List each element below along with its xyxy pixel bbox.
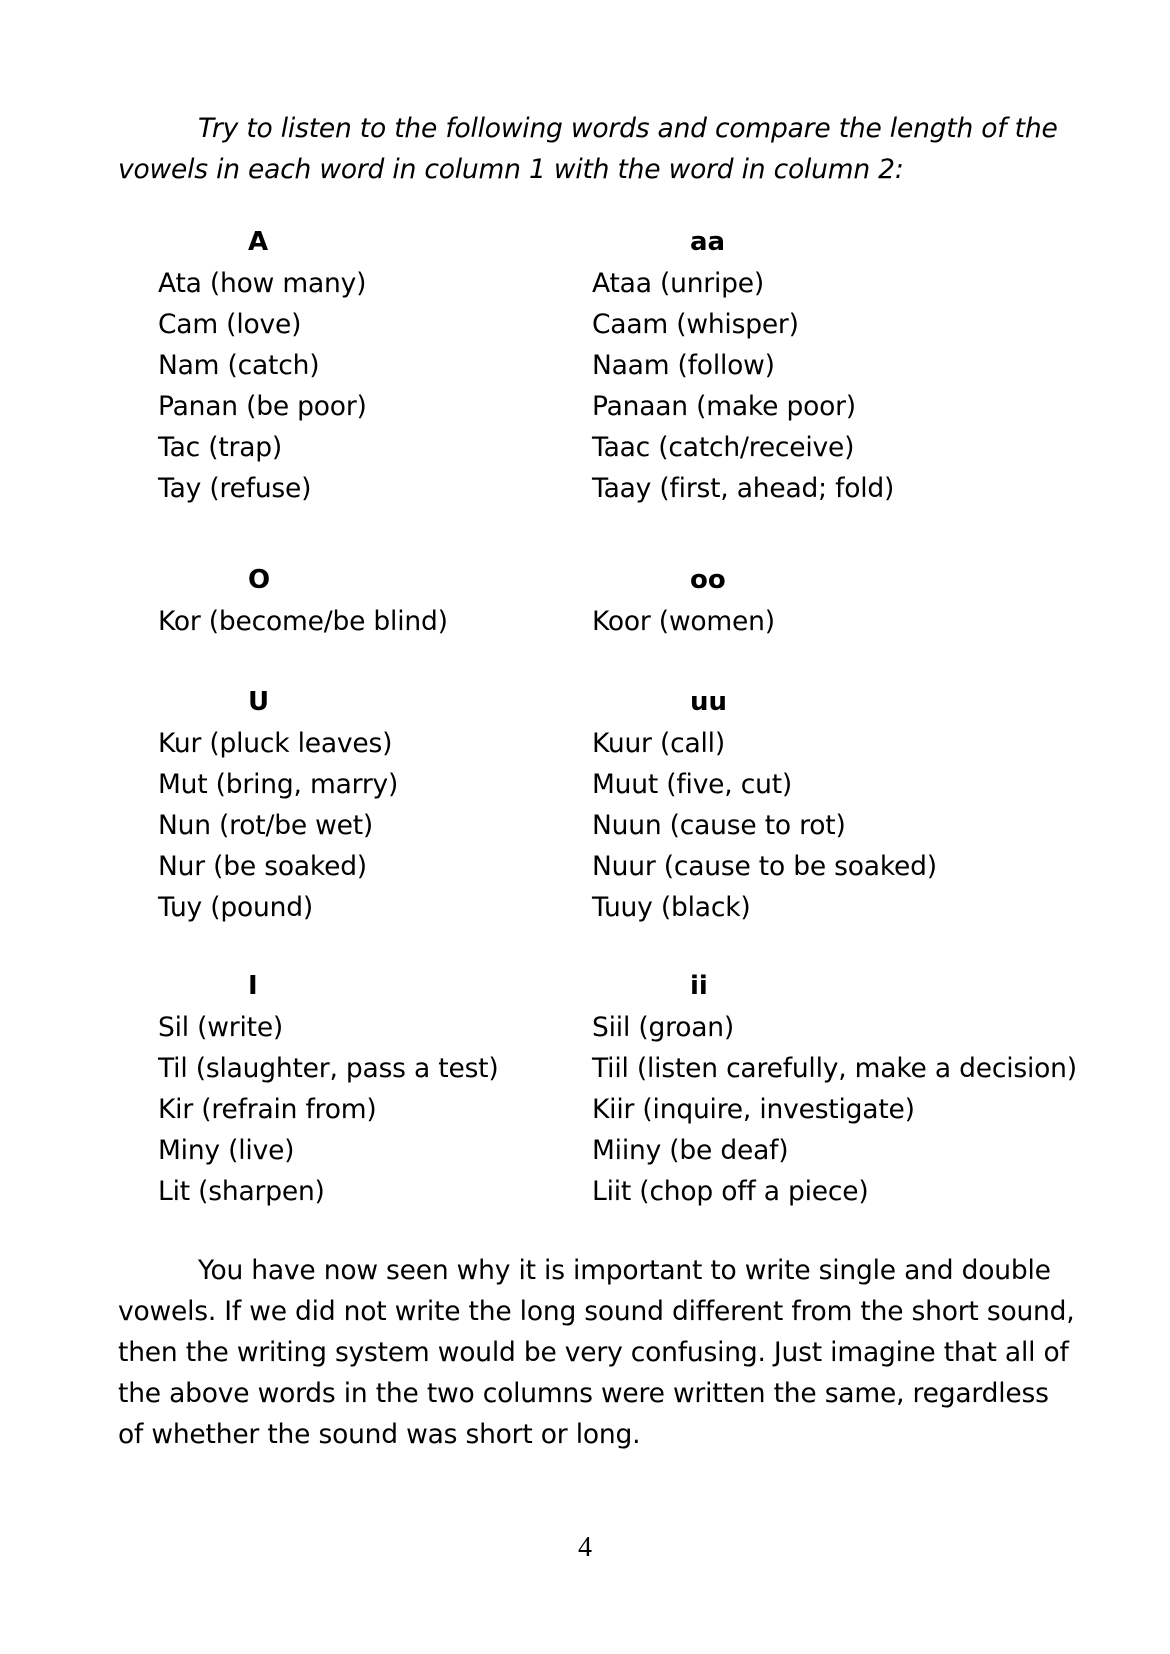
long-vowel-heading: oo bbox=[690, 565, 726, 595]
intro-text: Try to listen to the following words and compare the length of the vowels in each word in column 1 with the word in column 2: bbox=[118, 113, 1058, 185]
short-word: Tay (refuse) bbox=[158, 473, 312, 504]
short-vowel-column bbox=[158, 682, 398, 928]
long-vowel-heading: uu bbox=[690, 687, 728, 717]
long-word: Tuuy (black) bbox=[592, 892, 751, 923]
short-word: Panan (be poor) bbox=[158, 391, 367, 422]
short-word: Miny (live) bbox=[158, 1135, 295, 1166]
short-word: Sil (write) bbox=[158, 1012, 284, 1043]
long-vowel-column bbox=[592, 682, 937, 928]
long-word: Tiil (listen carefully, make a decision) bbox=[592, 1053, 1077, 1084]
short-word: Kur (pluck leaves) bbox=[158, 728, 393, 759]
short-word: Cam (love) bbox=[158, 309, 302, 340]
short-vowel-column bbox=[158, 966, 499, 1212]
short-vowel-heading: I bbox=[248, 971, 258, 1001]
short-word: Tuy (pound) bbox=[158, 892, 313, 923]
long-word: Siil (groan) bbox=[592, 1012, 734, 1043]
long-word: Kuur (call) bbox=[592, 728, 725, 759]
page-number: 4 bbox=[578, 1532, 592, 1563]
long-vowel-column bbox=[592, 560, 775, 642]
long-word: Nuur (cause to be soaked) bbox=[592, 851, 937, 882]
long-word: Panaan (make poor) bbox=[592, 391, 856, 422]
short-word: Kor (become/be blind) bbox=[158, 606, 448, 637]
long-word: Naam (follow) bbox=[592, 350, 775, 381]
long-vowel-heading: aa bbox=[690, 227, 726, 257]
short-word: Nam (catch) bbox=[158, 350, 320, 381]
short-word: Ata (how many) bbox=[158, 268, 367, 299]
long-word: Ataa (unripe) bbox=[592, 268, 765, 299]
long-word: Liit (chop off a piece) bbox=[592, 1176, 869, 1207]
short-vowel-heading: O bbox=[248, 565, 271, 595]
short-word: Nun (rot/be wet) bbox=[158, 810, 374, 841]
intro-paragraph bbox=[118, 108, 1078, 190]
short-vowel-column bbox=[158, 222, 367, 509]
short-word: Til (slaughter, pass a test) bbox=[158, 1053, 499, 1084]
short-vowel-heading: A bbox=[248, 227, 269, 257]
short-word: Tac (trap) bbox=[158, 432, 283, 463]
long-word: Taay (first, ahead; fold) bbox=[592, 473, 895, 504]
long-vowel-column bbox=[592, 222, 894, 509]
short-word: Kir (refrain from) bbox=[158, 1094, 377, 1125]
long-word: Nuun (cause to rot) bbox=[592, 810, 846, 841]
short-vowel-column bbox=[158, 560, 448, 642]
conclusion-text: You have now seen why it is important to write single and double vowels. If we did not write the long sound different from the short sound, then the writing system would be very confusing. Just imagine that all of the above words in the two columns were written the same, regardless of whether the sound was short or long. bbox=[118, 1255, 1075, 1450]
short-word: Lit (sharpen) bbox=[158, 1176, 325, 1207]
long-word: Kiir (inquire, investigate) bbox=[592, 1094, 915, 1125]
long-word: Taac (catch/receive) bbox=[592, 432, 855, 463]
long-word: Miiny (be deaf) bbox=[592, 1135, 789, 1166]
short-word: Nur (be soaked) bbox=[158, 851, 367, 882]
long-vowel-column bbox=[592, 966, 1077, 1212]
long-word: Caam (whisper) bbox=[592, 309, 799, 340]
conclusion-paragraph bbox=[118, 1250, 1078, 1455]
long-word: Muut (five, cut) bbox=[592, 769, 793, 800]
long-word: Koor (women) bbox=[592, 606, 775, 637]
long-vowel-heading: ii bbox=[690, 971, 708, 1001]
short-word: Mut (bring, marry) bbox=[158, 769, 399, 800]
short-vowel-heading: U bbox=[248, 687, 270, 717]
